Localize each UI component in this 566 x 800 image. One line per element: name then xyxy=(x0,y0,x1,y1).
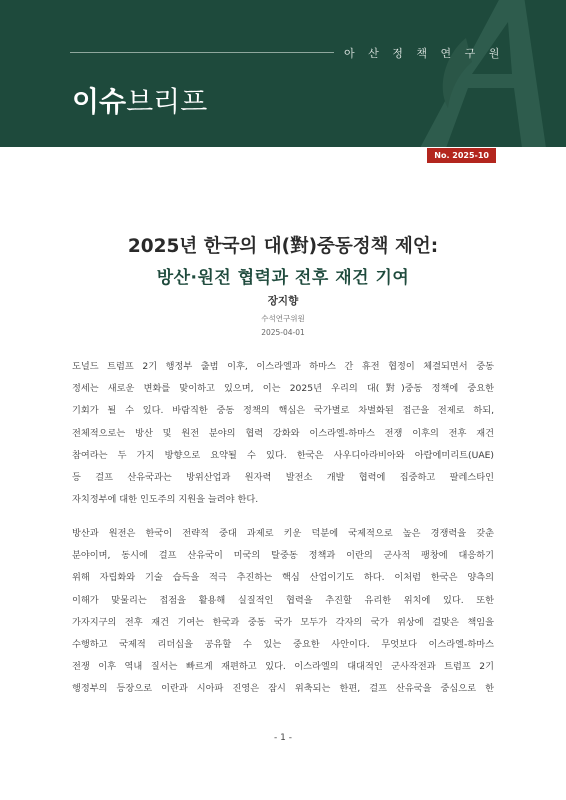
org-name: 아 산 정 책 연 구 원 xyxy=(344,47,505,60)
paragraph-line: 이해가 맞물리는 접점을 활용해 실질적인 협력을 추진할 유리한 위치에 있다. 또한 xyxy=(72,594,494,606)
paragraph-line: 위해 자립화와 기술 습득을 적극 추진하는 핵심 산업이기도 하다. 이처럼 한국은 양측의 xyxy=(72,572,494,584)
brand-light: 브리프 xyxy=(126,85,208,118)
author-role: 수석연구위원 xyxy=(261,314,305,323)
paragraph-line: 가자지구의 전후 재건 기여는 한국과 중동 국가 모두가 각자의 국가 위상에 걸맞은 책임을 xyxy=(72,616,494,628)
brand-bold: 이슈 xyxy=(72,85,127,118)
body-paragraph-2 xyxy=(72,523,494,701)
brand-title xyxy=(72,80,207,120)
paragraph-line: 방산과 원전은 한국이 전략적 중대 과제로 키운 덕분에 국제적으로 높은 경쟁력을 갖춘 xyxy=(72,528,494,539)
issue-number-badge: No. 2025-10 xyxy=(427,148,496,163)
body-paragraph-1 xyxy=(72,356,494,511)
title-line-2: 방산·원전 협력과 전후 재건 기여 xyxy=(156,268,410,288)
paragraph-line: 자치정부에 대한 인도주의 지원을 늘려야 한다. xyxy=(72,494,259,506)
page-number: - 1 - xyxy=(274,733,292,743)
title-line-1: 2025년 한국의 대(對)중동정책 제언: xyxy=(127,236,439,257)
header-divider xyxy=(70,52,334,53)
publication-date: 2025-04-01 xyxy=(261,328,305,337)
paragraph-line: 분야이며, 동시에 걸프 산유국이 미국의 탈중동 정책과 이란의 군사적 팽창에 대응하기 xyxy=(72,550,494,562)
paragraph-line: 참여라는 두 가지 방향으로 요약될 수 있다. 한국은 사우디아라비아와 아랍에미리트(UAE) xyxy=(72,449,494,461)
header-banner xyxy=(0,0,566,147)
paragraph-line: 행정부의 등장으로 이란과 시아파 진영은 잠시 위축되는 한편, 걸프 산유국을 중심으로 한 xyxy=(72,683,494,695)
paragraph-line: 도널드 트럼프 2기 행정부 출범 이후, 이스라엘과 하마스 간 휴전 협정이 체결되면서 중동 xyxy=(72,361,494,372)
paragraph-line: 기회가 될 수 있다. 바람직한 중동 정책의 핵심은 국가별로 차별화된 접근을 전제로 하되, xyxy=(72,405,494,417)
paragraph-line: 정세는 새로운 변화를 맞이하고 있으며, 이는 2025년 우리의 대(對)중동 정책에 중요한 xyxy=(72,383,494,395)
paragraph-line: 전쟁 이후 역내 질서는 빠르게 재편하고 있다. 이스라엘의 대대적인 군사작전과 트럼프 2기 xyxy=(72,661,494,673)
paragraph-line: 전체적으로는 방산 및 원전 분야의 협력 강화와 이스라엘-하마스 전쟁 이후의 전후 재건 xyxy=(72,427,494,439)
asan-a-logo-icon xyxy=(406,0,546,147)
paragraph-line: 등 걸프 산유국과는 방위산업과 원자력 발전소 개발 협력에 집중하고 팔레스타인 xyxy=(72,472,494,484)
author-name: 장지향 xyxy=(267,295,299,307)
paragraph-line: 수행하고 국제적 리더십을 공유할 수 있는 중요한 사안이다. 무엇보다 이스라엘-하마스 xyxy=(72,639,494,651)
